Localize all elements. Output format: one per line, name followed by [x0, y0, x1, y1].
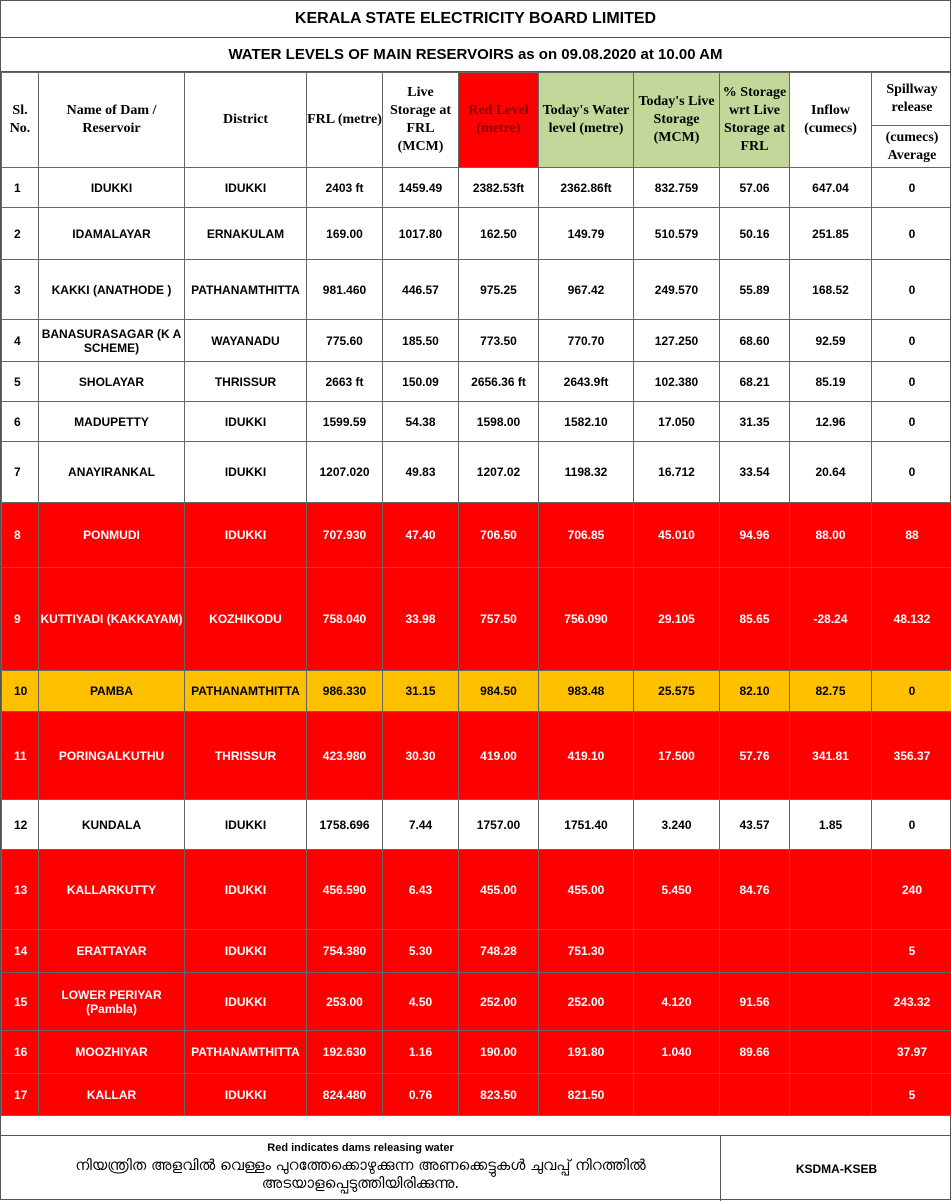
footer [1, 1135, 951, 1201]
cell-live-storage: 0.76 [383, 1074, 459, 1116]
cell-inflow: 85.19 [790, 362, 872, 402]
cell-spillway: 0 [872, 442, 951, 503]
cell-water-level: 419.10 [539, 712, 634, 800]
header-spillway-average: (cumecs) Average [872, 126, 951, 165]
cell-frl: 707.930 [307, 503, 383, 568]
cell-district: KOZHIKODU [185, 568, 307, 671]
cell-today-storage [634, 1074, 720, 1116]
cell-frl: 253.00 [307, 973, 383, 1031]
cell-red-level: 419.00 [459, 712, 539, 800]
header-percent-storage: % Storage wrt Live Storage at FRL [720, 73, 790, 168]
cell-sl-no: 4 [2, 320, 39, 362]
cell-water-level: 191.80 [539, 1031, 634, 1074]
cell-today-storage: 127.250 [634, 320, 720, 362]
cell-frl: 1207.020 [307, 442, 383, 503]
cell-percent-storage: 94.96 [720, 503, 790, 568]
cell-red-level: 984.50 [459, 671, 539, 712]
cell-frl: 2663 ft [307, 362, 383, 402]
cell-live-storage: 446.57 [383, 260, 459, 320]
cell-dam-name: KUTTIYADI (KAKKAYAM) [39, 568, 185, 671]
cell-inflow: 88.00 [790, 503, 872, 568]
footer-source: KSDMA-KSEB [721, 1136, 951, 1201]
cell-water-level: 1751.40 [539, 800, 634, 850]
cell-today-storage: 510.579 [634, 208, 720, 260]
cell-live-storage: 7.44 [383, 800, 459, 850]
cell-dam-name: ERATTAYAR [39, 930, 185, 973]
cell-percent-storage: 55.89 [720, 260, 790, 320]
cell-percent-storage: 50.16 [720, 208, 790, 260]
header-frl: FRL (metre) [307, 73, 383, 168]
table-row [2, 800, 951, 850]
cell-today-storage [634, 930, 720, 973]
cell-dam-name: PONMUDI [39, 503, 185, 568]
cell-water-level: 1582.10 [539, 402, 634, 442]
cell-frl: 1758.696 [307, 800, 383, 850]
cell-district: IDUKKI [185, 503, 307, 568]
cell-percent-storage: 68.21 [720, 362, 790, 402]
cell-frl: 754.380 [307, 930, 383, 973]
header-live-storage: Live Storage at FRL (MCM) [383, 73, 459, 168]
cell-spillway: 0 [872, 402, 951, 442]
table-row [2, 930, 951, 973]
cell-spillway: 48.132 [872, 568, 951, 671]
cell-red-level: 190.00 [459, 1031, 539, 1074]
cell-red-level: 252.00 [459, 973, 539, 1031]
cell-today-storage: 17.050 [634, 402, 720, 442]
cell-water-level: 2643.9ft [539, 362, 634, 402]
reservoir-table [1, 72, 951, 1116]
cell-percent-storage: 31.35 [720, 402, 790, 442]
cell-spillway: 5 [872, 930, 951, 973]
cell-frl: 423.980 [307, 712, 383, 800]
cell-frl: 456.590 [307, 850, 383, 930]
cell-inflow: 82.75 [790, 671, 872, 712]
cell-district: IDUKKI [185, 850, 307, 930]
cell-red-level: 162.50 [459, 208, 539, 260]
cell-red-level: 455.00 [459, 850, 539, 930]
cell-live-storage: 54.38 [383, 402, 459, 442]
table-row [2, 320, 951, 362]
cell-today-storage: 102.380 [634, 362, 720, 402]
cell-today-storage: 249.570 [634, 260, 720, 320]
cell-percent-storage: 57.06 [720, 168, 790, 208]
cell-percent-storage [720, 930, 790, 973]
cell-water-level: 252.00 [539, 973, 634, 1031]
table-row [2, 568, 951, 671]
cell-water-level: 149.79 [539, 208, 634, 260]
cell-spillway: 37.97 [872, 1031, 951, 1074]
cell-red-level: 823.50 [459, 1074, 539, 1116]
cell-inflow: 1.85 [790, 800, 872, 850]
cell-district: IDUKKI [185, 800, 307, 850]
cell-today-storage: 17.500 [634, 712, 720, 800]
cell-frl: 758.040 [307, 568, 383, 671]
cell-sl-no: 15 [2, 973, 39, 1031]
cell-live-storage: 31.15 [383, 671, 459, 712]
cell-percent-storage: 91.56 [720, 973, 790, 1031]
cell-sl-no: 16 [2, 1031, 39, 1074]
cell-water-level: 706.85 [539, 503, 634, 568]
cell-sl-no: 17 [2, 1074, 39, 1116]
cell-spillway: 0 [872, 671, 951, 712]
cell-inflow [790, 973, 872, 1031]
table-row [2, 362, 951, 402]
cell-frl: 986.330 [307, 671, 383, 712]
cell-inflow [790, 850, 872, 930]
cell-inflow [790, 1031, 872, 1074]
header-district: District [185, 73, 307, 168]
cell-district: ERNAKULAM [185, 208, 307, 260]
table-row [2, 1031, 951, 1074]
cell-frl: 169.00 [307, 208, 383, 260]
cell-today-storage: 5.450 [634, 850, 720, 930]
cell-spillway: 0 [872, 168, 951, 208]
cell-sl-no: 8 [2, 503, 39, 568]
header-red-level: Red Level (metre) [459, 73, 539, 168]
header-spillway [872, 73, 951, 168]
cell-water-level: 751.30 [539, 930, 634, 973]
cell-today-storage: 45.010 [634, 503, 720, 568]
cell-frl: 824.480 [307, 1074, 383, 1116]
table-row [2, 1074, 951, 1116]
cell-district: IDUKKI [185, 442, 307, 503]
cell-live-storage: 49.83 [383, 442, 459, 503]
report-title: KERALA STATE ELECTRICITY BOARD LIMITED [1, 1, 950, 38]
cell-red-level: 706.50 [459, 503, 539, 568]
cell-spillway: 356.37 [872, 712, 951, 800]
cell-percent-storage: 84.76 [720, 850, 790, 930]
cell-spillway: 0 [872, 320, 951, 362]
cell-sl-no: 10 [2, 671, 39, 712]
cell-water-level: 983.48 [539, 671, 634, 712]
cell-live-storage: 185.50 [383, 320, 459, 362]
cell-today-storage: 3.240 [634, 800, 720, 850]
cell-percent-storage: 43.57 [720, 800, 790, 850]
cell-sl-no: 5 [2, 362, 39, 402]
cell-dam-name: ANAYIRANKAL [39, 442, 185, 503]
cell-frl: 2403 ft [307, 168, 383, 208]
cell-sl-no: 13 [2, 850, 39, 930]
table-row [2, 402, 951, 442]
cell-district: WAYANADU [185, 320, 307, 362]
cell-district: IDUKKI [185, 930, 307, 973]
cell-sl-no: 2 [2, 208, 39, 260]
cell-percent-storage: 89.66 [720, 1031, 790, 1074]
cell-spillway: 240 [872, 850, 951, 930]
cell-district: IDUKKI [185, 168, 307, 208]
cell-dam-name: MOOZHIYAR [39, 1031, 185, 1074]
table-row [2, 973, 951, 1031]
cell-water-level: 2362.86ft [539, 168, 634, 208]
cell-live-storage: 5.30 [383, 930, 459, 973]
cell-percent-storage: 85.65 [720, 568, 790, 671]
table-row [2, 208, 951, 260]
cell-live-storage: 1.16 [383, 1031, 459, 1074]
cell-sl-no: 7 [2, 442, 39, 503]
cell-inflow: 647.04 [790, 168, 872, 208]
footer-legend [1, 1136, 721, 1201]
cell-inflow [790, 1074, 872, 1116]
cell-live-storage: 33.98 [383, 568, 459, 671]
cell-dam-name: KAKKI (ANATHODE ) [39, 260, 185, 320]
cell-dam-name: IDAMALAYAR [39, 208, 185, 260]
cell-inflow: 168.52 [790, 260, 872, 320]
cell-water-level: 455.00 [539, 850, 634, 930]
cell-sl-no: 14 [2, 930, 39, 973]
cell-percent-storage [720, 1074, 790, 1116]
header-spillway-release: Spillway release [872, 75, 951, 126]
cell-live-storage: 1017.80 [383, 208, 459, 260]
cell-live-storage: 4.50 [383, 973, 459, 1031]
cell-dam-name: LOWER PERIYAR (Pambla) [39, 973, 185, 1031]
cell-inflow: 92.59 [790, 320, 872, 362]
cell-dam-name: KALLAR [39, 1074, 185, 1116]
cell-red-level: 1598.00 [459, 402, 539, 442]
cell-red-level: 1757.00 [459, 800, 539, 850]
cell-spillway: 0 [872, 260, 951, 320]
cell-inflow: 251.85 [790, 208, 872, 260]
cell-red-level: 2656.36 ft [459, 362, 539, 402]
cell-district: PATHANAMTHITTA [185, 260, 307, 320]
table-row [2, 503, 951, 568]
cell-frl: 775.60 [307, 320, 383, 362]
cell-water-level: 756.090 [539, 568, 634, 671]
cell-red-level: 2382.53ft [459, 168, 539, 208]
cell-spillway: 0 [872, 208, 951, 260]
table-row [2, 260, 951, 320]
cell-frl: 981.460 [307, 260, 383, 320]
cell-percent-storage: 68.60 [720, 320, 790, 362]
cell-sl-no: 6 [2, 402, 39, 442]
cell-district: THRISSUR [185, 712, 307, 800]
table-row [2, 712, 951, 800]
cell-red-level: 975.25 [459, 260, 539, 320]
cell-today-storage: 16.712 [634, 442, 720, 503]
cell-water-level: 967.42 [539, 260, 634, 320]
cell-water-level: 770.70 [539, 320, 634, 362]
cell-dam-name: IDUKKI [39, 168, 185, 208]
cell-spillway: 88 [872, 503, 951, 568]
cell-water-level: 821.50 [539, 1074, 634, 1116]
cell-spillway: 0 [872, 362, 951, 402]
header-inflow: Inflow (cumecs) [790, 73, 872, 168]
cell-district: IDUKKI [185, 402, 307, 442]
cell-dam-name: PORINGALKUTHU [39, 712, 185, 800]
header-water-level: Today's Water level (metre) [539, 73, 634, 168]
report-subtitle: WATER LEVELS OF MAIN RESERVOIRS as on 09.08.2020 at 10.00 AM [1, 38, 950, 72]
cell-today-storage: 25.575 [634, 671, 720, 712]
cell-district: IDUKKI [185, 973, 307, 1031]
cell-sl-no: 12 [2, 800, 39, 850]
cell-dam-name: PAMBA [39, 671, 185, 712]
cell-sl-no: 1 [2, 168, 39, 208]
cell-district: PATHANAMTHITTA [185, 671, 307, 712]
cell-sl-no: 9 [2, 568, 39, 671]
cell-sl-no: 11 [2, 712, 39, 800]
cell-inflow: 341.81 [790, 712, 872, 800]
cell-inflow: -28.24 [790, 568, 872, 671]
cell-today-storage: 29.105 [634, 568, 720, 671]
cell-today-storage: 4.120 [634, 973, 720, 1031]
cell-red-level: 757.50 [459, 568, 539, 671]
cell-dam-name: MADUPETTY [39, 402, 185, 442]
cell-spillway: 0 [872, 800, 951, 850]
cell-live-storage: 47.40 [383, 503, 459, 568]
cell-sl-no: 3 [2, 260, 39, 320]
table-row [2, 671, 951, 712]
cell-today-storage: 1.040 [634, 1031, 720, 1074]
table-row [2, 442, 951, 503]
cell-inflow [790, 930, 872, 973]
table-row [2, 168, 951, 208]
cell-percent-storage: 57.76 [720, 712, 790, 800]
cell-live-storage: 150.09 [383, 362, 459, 402]
header-dam-name: Name of Dam / Reservoir [39, 73, 185, 168]
cell-live-storage: 6.43 [383, 850, 459, 930]
table-header-row [2, 73, 951, 168]
footer-malayalam-note: നിയന്ത്രിത അളവിൽ വെള്ളം പുറത്തേക്കൊഴുക്കുന്ന അണക്കെട്ടുകൾ ചുവപ്പ് നിറത്തിൽ അടയാളപ്പെടുത്തിയിരിക്കുന്നു. [1, 1156, 720, 1192]
cell-percent-storage: 33.54 [720, 442, 790, 503]
cell-district: IDUKKI [185, 1074, 307, 1116]
cell-spillway: 5 [872, 1074, 951, 1116]
footer-note: Red indicates dams releasing water [1, 1142, 720, 1154]
header-today-storage: Today's Live Storage (MCM) [634, 73, 720, 168]
cell-dam-name: KUNDALA [39, 800, 185, 850]
cell-district: PATHANAMTHITTA [185, 1031, 307, 1074]
cell-percent-storage: 82.10 [720, 671, 790, 712]
cell-red-level: 748.28 [459, 930, 539, 973]
header-sl-no: Sl. No. [2, 73, 39, 168]
cell-district: THRISSUR [185, 362, 307, 402]
cell-dam-name: BANASURASAGAR (K A SCHEME) [39, 320, 185, 362]
cell-dam-name: SHOLAYAR [39, 362, 185, 402]
table-row [2, 850, 951, 930]
cell-frl: 192.630 [307, 1031, 383, 1074]
cell-live-storage: 1459.49 [383, 168, 459, 208]
cell-frl: 1599.59 [307, 402, 383, 442]
cell-inflow: 12.96 [790, 402, 872, 442]
cell-water-level: 1198.32 [539, 442, 634, 503]
cell-red-level: 1207.02 [459, 442, 539, 503]
cell-spillway: 243.32 [872, 973, 951, 1031]
cell-dam-name: KALLARKUTTY [39, 850, 185, 930]
cell-live-storage: 30.30 [383, 712, 459, 800]
cell-today-storage: 832.759 [634, 168, 720, 208]
cell-inflow: 20.64 [790, 442, 872, 503]
cell-red-level: 773.50 [459, 320, 539, 362]
